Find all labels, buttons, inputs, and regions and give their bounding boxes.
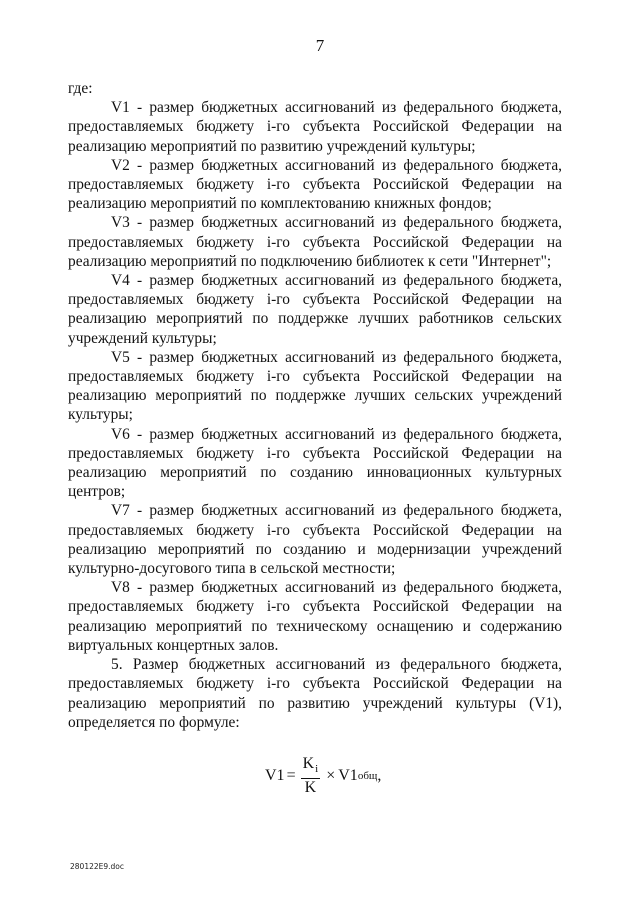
formula-numerator xyxy=(301,755,321,779)
formula-fraction xyxy=(301,755,321,797)
formula-equals: = xyxy=(286,767,296,784)
document-body xyxy=(68,79,562,732)
formula-times: × xyxy=(326,767,336,784)
formula-rhs-index: общ xyxy=(357,770,378,782)
formula-numerator-index: i xyxy=(315,763,319,776)
formula-numerator-symbol: K xyxy=(302,754,315,772)
paragraph-v5: V5 - размер бюджетных ассигнований из федерального бюджета, предоставляемых бюджету i-го субъекта Российской Федерации на реализацию мероприятий по поддержке лучших сельских учреждений культуры; xyxy=(68,348,562,424)
paragraph-v4: V4 - размер бюджетных ассигнований из федерального бюджета, предоставляемых бюджету i-го субъекта Российской Федерации на реализацию мероприятий по поддержке лучших работников сельских учреждений культуры; xyxy=(68,272,562,347)
intro-text: где: xyxy=(68,80,93,97)
paragraph-v2: V2 - размер бюджетных ассигнований из федерального бюджета, предоставляемых бюджету i-го субъекта Российской Федерации на реализацию мероприятий по комплектованию книжных фондов; xyxy=(68,156,562,213)
formula-denominator: K xyxy=(304,779,317,797)
formula-rhs: V1 xyxy=(338,767,358,784)
formula-v1 xyxy=(265,752,381,800)
formula-lhs: V1 xyxy=(265,767,285,784)
paragraph-v8: V8 - размер бюджетных ассигнований из федерального бюджета, предоставляемых бюджету i-го субъекта Российской Федерации на реализацию мероприятий по техническому оснащению и содержанию виртуальных концертных залов. xyxy=(68,579,562,654)
formula-trailing-comma: , xyxy=(377,767,382,784)
paragraph-v1: V1 - размер бюджетных ассигнований из федерального бюджета, предоставляемых бюджету i-го субъекта Российской Федерации на реализацию мероприятий по развитию учреждений культуры; xyxy=(68,99,562,155)
paragraph-item-5: 5. Размер бюджетных ассигнований из федерального бюджета, предоставляемых бюджету i-го субъекта Российской Федерации на реализацию мероприятий по развитию учреждений культуры (V1), определяется по формуле: xyxy=(68,656,562,731)
paragraph-v7: V7 - размер бюджетных ассигнований из федерального бюджета, предоставляемых бюджету i-го субъекта Российской Федерации на реализацию мероприятий по созданию и модернизации учреждений культурно-досугового типа в сельской местности; xyxy=(68,502,562,578)
paragraph-v3: V3 - размер бюджетных ассигнований из федерального бюджета, предоставляемых бюджету i-го субъекта Российской Федерации на реализацию мероприятий по подключению библиотек к сети "Интернет"; xyxy=(68,214,562,270)
paragraph-v6: V6 - размер бюджетных ассигнований из федерального бюджета, предоставляемых бюджету i-го субъекта Российской Федерации на реализацию мероприятий по созданию инновационных культурных центров; xyxy=(68,425,562,501)
page-number: 7 xyxy=(315,36,325,55)
footer-file-code: 280122E9.doc xyxy=(70,862,124,871)
